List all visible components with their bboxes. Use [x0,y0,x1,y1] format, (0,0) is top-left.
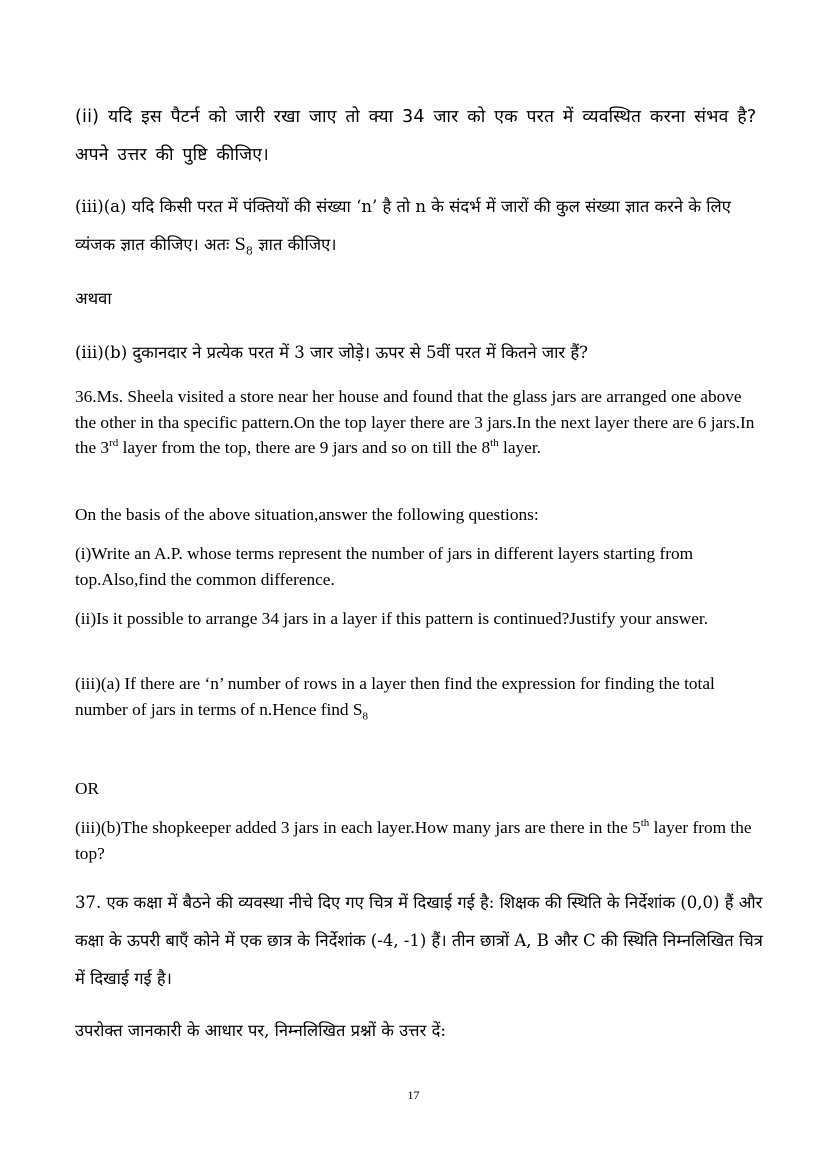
hindi-or-label: अथवा [75,289,112,308]
q36-stem-text-2: layer from the top, there are 9 jars and so on till the 8 [118,438,491,457]
q36-superscript-rd: rd [109,437,119,450]
hindi-q35-part-iii-a [75,188,765,264]
q36-part-iii-a [75,671,765,722]
q36-subscript: 8 [362,709,368,722]
hindi-q35-part-iii-a-end: ज्ञात कीजिए। [252,235,337,254]
q36-stem-text-1: 36.Ms. Sheela visited a store near her house and found that the glass jars are arranged one above the other in tha specific pattern.On the top layer there are 3 jars.In the next layer there are 6 jars.In the 3 [75,387,755,457]
q36-stem-text-3: layer. [498,438,541,457]
q36-superscript-th-2: th [640,817,650,830]
page-number: 17 [407,1088,420,1102]
q36-part-iii-b [75,815,765,866]
q37-instruction: उपरोक्त जानकारी के आधार पर, निम्नलिखित प्रश्नों के उत्तर दें: [75,1021,446,1040]
q36-instruction: On the basis of the above situation,answer the following questions: [75,505,539,524]
q36-superscript-th: th [490,437,499,450]
q36-part-iii-a-text: (iii)(a) If there are ‘n’ number of rows in a layer then find the expression for finding the total number of jars in terms of n.Hence find S [75,674,715,719]
q36-part-iii-b-text-1: (iii)(b)The shopkeeper added 3 jars in each layer.How many jars are there in the 5 [75,818,641,837]
hindi-q35-part-iii-b: (iii)(b) दुकानदार ने प्रत्येक परत में 3 जार जोड़े। ऊपर से 5वीं परत में कितने जार हैं? [75,343,588,362]
hindi-q35-part-ii: (ii) यदि इस पैटर्न को जारी रखा जाए तो क्या 34 जार को एक परत में व्यवस्थित करना संभव है? अपने उत्तर की पुष्टि कीजिए। [75,107,757,165]
hindi-q35-part-iii-a-text: (iii)(a) यदि किसी परत में पंक्तियों की संख्या ‘n’ है तो n के संदर्भ में जारों की कुल संख्या ज्ञात करने के लिए व्यंजक ज्ञात कीजिए। अतः S [75,197,731,254]
q36-stem [75,384,765,461]
hindi-q35-subscript: 8 [245,244,253,258]
q36-or-label: OR [75,779,100,798]
q36-part-iii-b-text-2: layer from the top? [75,818,752,863]
q36-part-i: (i)Write an A.P. whose terms represent the number of jars in different layers starting from top.Also,find the common difference. [75,544,694,589]
q37-stem: 37. एक कक्षा में बैठने की व्यवस्था नीचे दिए गए चित्र में दिखाई गई है: शिक्षक की स्थिति के निर्देशांक (0,0) हैं और कक्षा के ऊपरी बाएँ कोने में एक छात्र के निर्देशांक (-4, -1) हैं। तीन छात्रों A, B और C की स्थिति निम्नलिखित चित्र में दिखाई गई है। [75,893,763,988]
q36-part-ii: (ii)Is it possible to arrange 34 jars in a layer if this pattern is continued?Justify your answer. [75,609,709,628]
